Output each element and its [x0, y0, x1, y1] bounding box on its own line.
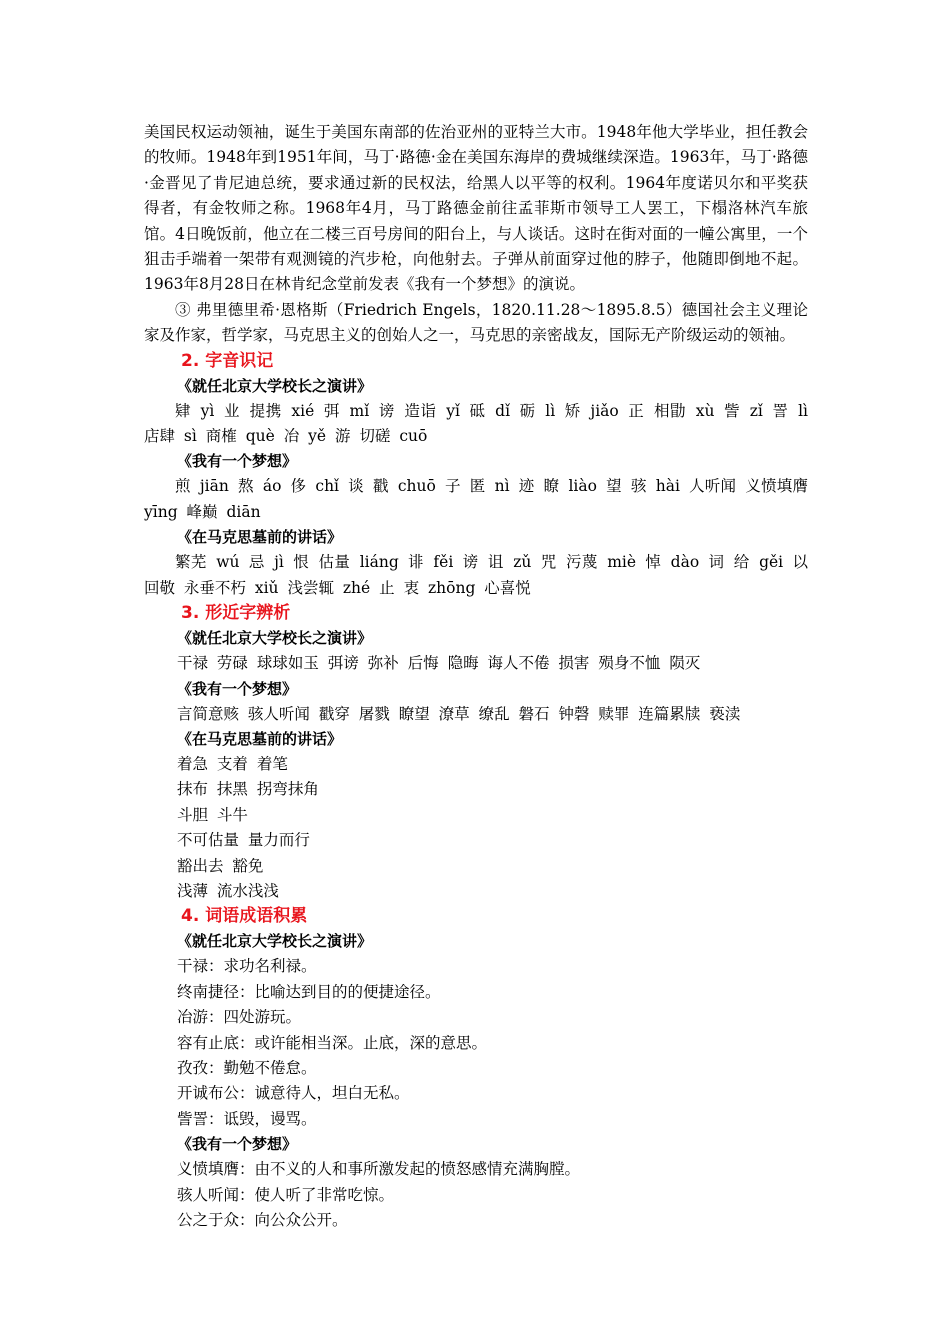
subheading-cai-speech: 《就任北京大学校长之演讲》: [177, 932, 373, 951]
list-item: 开诚布公：诚意待人，坦白无私。: [177, 1084, 410, 1103]
list-item: 浅薄 流水浅浅: [177, 881, 279, 900]
list-item: 訾詈：诋毁，谩骂。: [177, 1109, 317, 1128]
king-biography-paragraph: 美国民权运动领袖，诞生于美国东南部的佐治亚州的亚特兰大市。1948年他大学毕业，担任教会的牧师。1948年到1951年间，马丁·路德·金在美国东海岸的费城继续深造。1963年，马丁·路德·金晋见了肯尼迪总统，要求通过新的民权法，给黑人以平等的权利。1964年度诺贝尔和平奖获得者，有金牧师之称。1968年4月，马丁路德金前往孟菲斯市领导工人罢工，下榻洛林汽车旅馆。4日晚饭前，他立在二楼三百号房间的阳台上，与人谈话。这时在街对面的一幢公寓里，一个狙击手端着一架带有观测镜的汽步枪，向他射去。子弹从前面穿过他的脖子，他随即倒地不起。1963年8月28日在林肯纪念堂前发表《我有一个梦想》的演说。: [144, 123, 808, 294]
list-item: 抹布 抹黑 拐弯抹角: [177, 780, 319, 799]
document-body: [144, 120, 808, 1233]
list-item: 孜孜：勤勉不倦怠。: [177, 1058, 317, 1077]
list-item: 公之于众：向公众公开。: [177, 1211, 348, 1229]
list-item: 容有止底：或许能相当深。止底，深的意思。: [177, 1033, 488, 1052]
list-item: 豁出去 豁免: [177, 856, 264, 875]
subheading-dream-speech: 《我有一个梦想》: [177, 1135, 298, 1154]
list-item: 不可估量 量力而行: [177, 831, 310, 850]
pronunciation-marx-text: 繁芜 wú 忌 jì 恨 估量 liáng 诽 fěi 谤 诅 zǔ 咒 污蔑 miè 悼 dào 词 给 gěi 以回敬 永垂不朽 xiǔ 浅尝辄 zhé 止 衷 zhōng 心喜悦: [144, 553, 808, 597]
list-item: 着急 支着 着笔: [177, 754, 288, 773]
subheading-cai-speech: 《就任北京大学校长之演讲》: [177, 376, 373, 395]
list-item: 义愤填膺：由不义的人和事所激发起的愤怒感情充满胸膛。: [177, 1160, 581, 1179]
section-heading-vocabulary: 4. 词语成语积累: [181, 906, 308, 927]
pronunciation-cai-text: 肄 yì 业 提携 xié 弭 mǐ 谤 造诣 yǐ 砥 dǐ 砺 lì 矫 jiǎo 正 相勖 xù 訾 zǐ 詈 lì 店肆 sì 商榷 què 冶 yě 游 切磋 cuō: [144, 401, 808, 446]
list-item: 斗胆 斗牛: [177, 805, 248, 824]
subheading-cai-speech: 《就任北京大学校长之演讲》: [177, 629, 373, 648]
subheading-dream-speech: 《我有一个梦想》: [177, 679, 298, 698]
list-item: 终南捷径：比喻达到目的的便捷途径。: [177, 982, 441, 1001]
list-item: 冶游：四处游玩。: [177, 1008, 302, 1027]
subheading-dream-speech: 《我有一个梦想》: [177, 452, 298, 471]
engels-biography-paragraph: ③ 弗里德里希·恩格斯（Friedrich Engels，1820.11.28～1895.8.5）德国社会主义理论家及作家，哲学家，马克思主义的创始人之一，马克思的亲密战友，国际无产阶级运动的领袖。: [144, 300, 808, 345]
similar-dream-text: 言简意赅 骇人听闻 戳穿 屠戮 瞭望 潦草 缭乱 磐石 钟磬 赎罪 连篇累牍 亵渎: [177, 704, 741, 723]
subheading-marx-speech: 《在马克思墓前的讲话》: [177, 729, 343, 748]
list-item: 干禄：求功名利禄。: [177, 957, 317, 976]
section-heading-pronunciation: 2. 字音识记: [181, 350, 274, 371]
section-heading-similar-characters: 3. 形近字辨析: [181, 603, 291, 624]
similar-cai-text: 干禄 劳碌 球球如玉 弭谤 弥补 后悔 隐晦 诲人不倦 损害 殒身不恤 陨灭: [177, 654, 701, 673]
list-item: 骇人听闻：使人听了非常吃惊。: [177, 1185, 395, 1204]
subheading-marx-speech: 《在马克思墓前的讲话》: [177, 528, 343, 547]
pronunciation-dream-text: 煎 jiān 熬 áo 侈 chǐ 谈 戳 chuō 子 匿 nì 迹 瞭 liào 望 骇 hài 人听闻 义愤填膺 yīng 峰巅 diān: [144, 477, 808, 521]
